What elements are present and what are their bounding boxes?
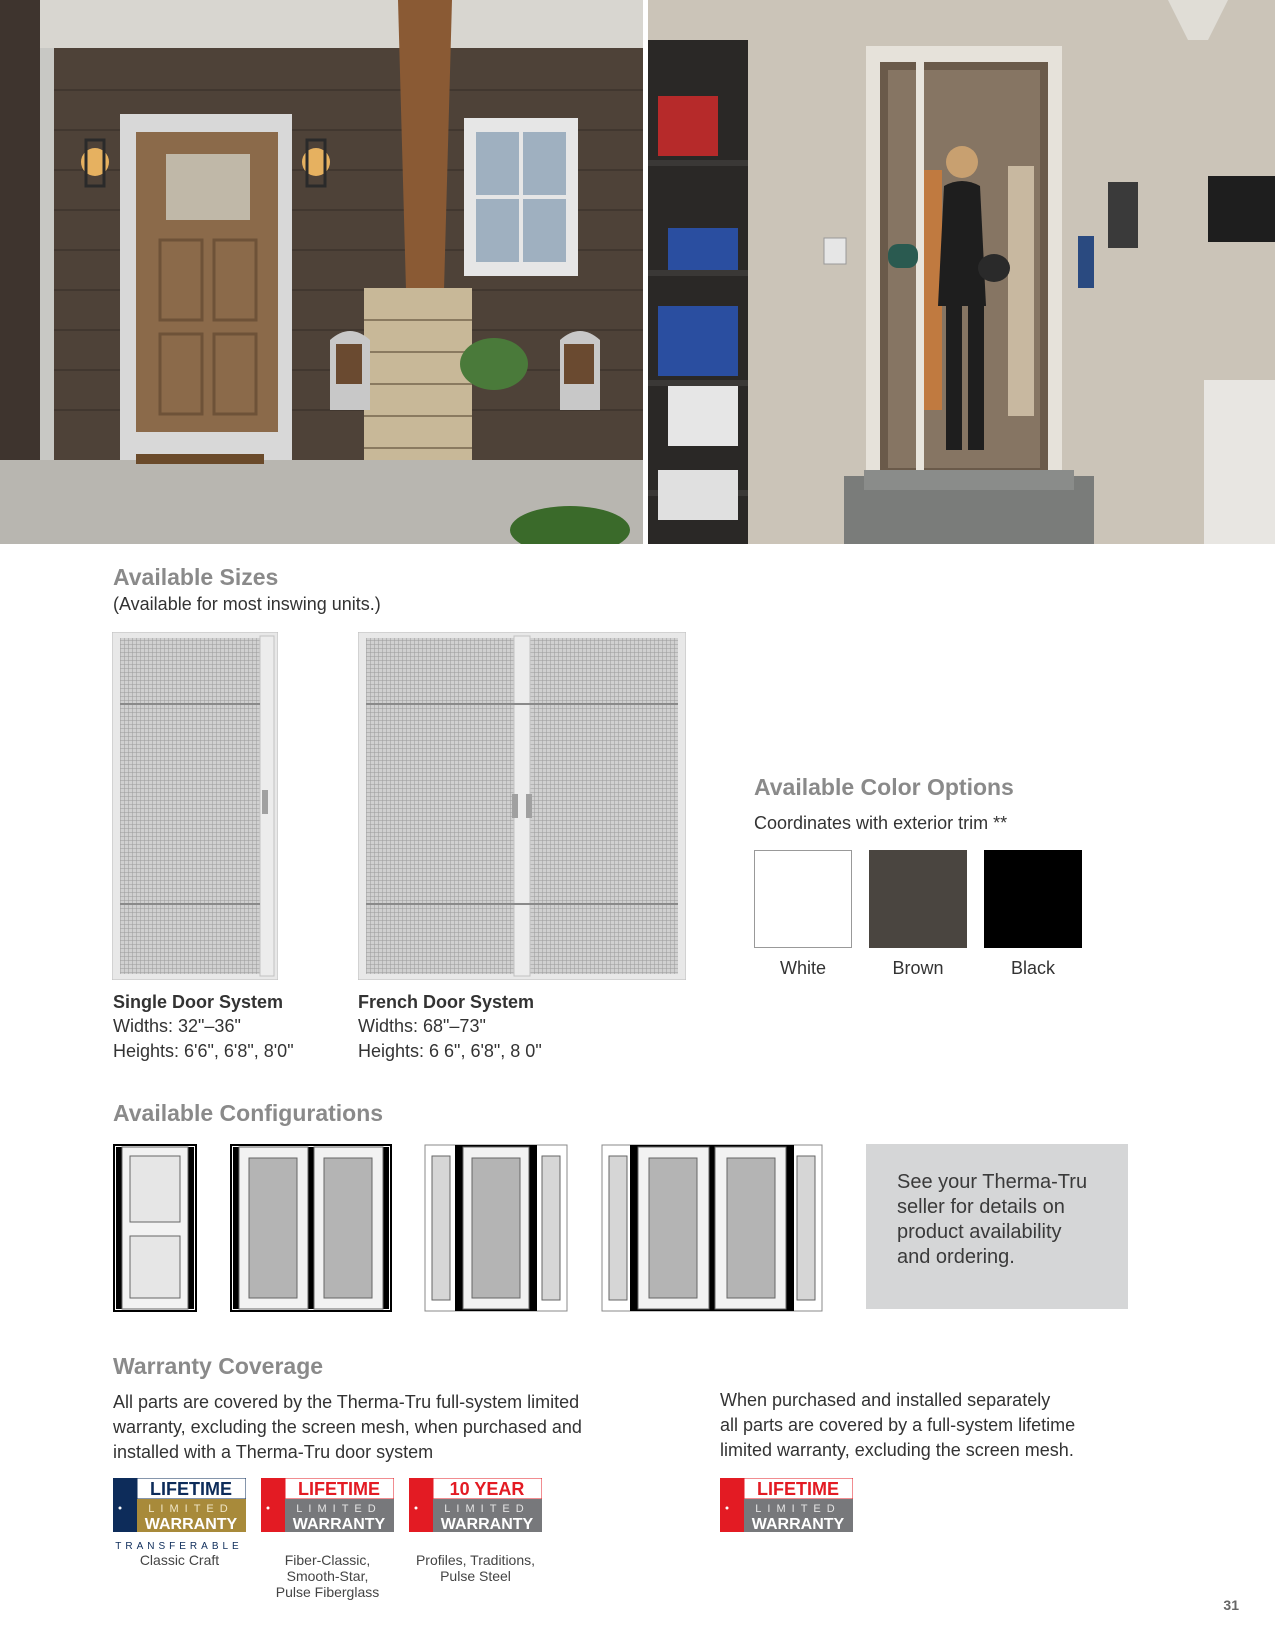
color-options-subtitle: Coordinates with exterior trim ** [754, 813, 1008, 833]
badge3-top-text: 10 YEAR [449, 1479, 525, 1499]
warranty-left-line: warranty, excluding the screen mesh, when purchased and [113, 1417, 582, 1437]
french-door-illustration [358, 632, 686, 980]
color-options-heading: Available Color Options [754, 774, 1014, 800]
garage-door-photo [648, 0, 1275, 544]
caption-line: Pulse Fiberglass [275, 1584, 380, 1600]
french-door-heights: Heights: 6 6", 6'8", 8 0" [358, 1041, 542, 1061]
caption-line: Fiber-Classic, [284, 1552, 371, 1568]
single-door-name: Single Door System [113, 992, 284, 1012]
single-door-widths: Widths: 32"–36" [113, 1016, 241, 1036]
warranty-left-line: All parts are covered by the Therma-Tru full-system limited [113, 1392, 580, 1412]
warranty-right-text [720, 1388, 1075, 1463]
french-door-widths: Widths: 68"–73" [358, 1016, 486, 1036]
seller-info-line: See your Therma-Tru [897, 1171, 1088, 1193]
badge4-mid-text: LIMITED [755, 1503, 841, 1515]
porch-photo [0, 0, 643, 544]
ten-year-warranty-badge [409, 1478, 542, 1532]
seller-info-line: seller for details on [897, 1196, 1065, 1218]
badge1-top-text: LIFETIME [150, 1479, 232, 1499]
french-door-name: French Door System [358, 992, 535, 1012]
warranty-heading: Warranty Coverage [113, 1353, 324, 1379]
badge1-mid-text: LIMITED [148, 1503, 234, 1515]
caption-line: Pulse Steel [440, 1568, 511, 1584]
seller-info-box [866, 1144, 1128, 1309]
badge2-bottom-text: WARRANTY [292, 1516, 386, 1532]
color-swatch-white [754, 850, 852, 948]
color-swatch-black [984, 850, 1082, 948]
config-single-door [113, 1144, 197, 1312]
badge2-mid-text: LIMITED [296, 1503, 382, 1515]
warranty-right-line: all parts are covered by a full-system lifetime [720, 1415, 1076, 1435]
badge4-bottom-text: WARRANTY [751, 1516, 845, 1532]
warranty-left-line: installed with a Therma-Tru door system [113, 1442, 434, 1462]
lifetime-transferable-warranty-badge [113, 1478, 246, 1552]
badge-caption-fiberglass [254, 1552, 401, 1600]
seller-info-line: and ordering. [897, 1246, 1015, 1268]
badge-caption-classic-craft: Classic Craft [139, 1552, 220, 1568]
single-door-illustration [112, 632, 278, 980]
warranty-left-text [113, 1390, 582, 1465]
config-door-with-sidelites [424, 1144, 568, 1312]
configurations-heading: Available Configurations [113, 1100, 384, 1126]
warranty-right-line: When purchased and installed separately [720, 1390, 1051, 1410]
config-french-door [230, 1144, 392, 1312]
badge3-mid-text: LIMITED [444, 1503, 530, 1515]
color-label-white: White [779, 958, 826, 978]
badge1-bottom-text: WARRANTY [144, 1516, 238, 1533]
lifetime-warranty-badge-separate [720, 1478, 853, 1532]
page-number: 31 [1223, 1597, 1239, 1613]
caption-line: Smooth-Star, [286, 1568, 369, 1584]
badge1-extra-text: TRANSFERABLE [115, 1541, 243, 1552]
warranty-right-line: limited warranty, excluding the screen mesh. [720, 1440, 1074, 1460]
lifetime-warranty-badge [261, 1478, 394, 1532]
config-french-door-with-sidelites [601, 1144, 823, 1312]
badge2-top-text: LIFETIME [298, 1479, 380, 1499]
badge3-bottom-text: WARRANTY [440, 1516, 534, 1532]
available-sizes-subtitle: (Available for most inswing units.) [113, 594, 381, 614]
color-swatch-brown [869, 850, 967, 948]
single-door-heights: Heights: 6'6", 6'8", 8'0" [113, 1041, 294, 1061]
color-label-brown: Brown [892, 958, 944, 978]
badge-caption-steel [402, 1552, 549, 1584]
caption-line: Profiles, Traditions, [415, 1552, 536, 1568]
color-label-black: Black [1010, 958, 1055, 978]
seller-info-line: product availability [897, 1221, 1062, 1243]
available-sizes-heading: Available Sizes [113, 564, 279, 590]
badge4-top-text: LIFETIME [757, 1479, 839, 1499]
